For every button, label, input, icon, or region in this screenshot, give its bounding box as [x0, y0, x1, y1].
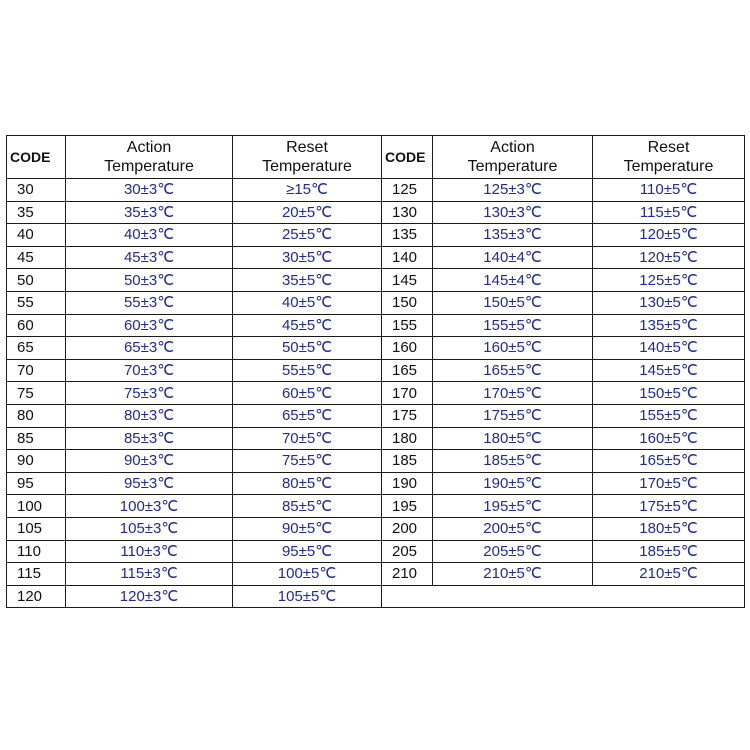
code-cell: 140 [382, 246, 433, 269]
code-cell: 80 [7, 404, 66, 427]
code-cell: 200 [382, 517, 433, 540]
code-cell: 170 [382, 382, 433, 405]
action-temperature-cell: 95±3℃ [66, 472, 233, 495]
table-row [7, 201, 745, 224]
code-cell: 65 [7, 337, 66, 360]
reset-temperature-cell: 105±5℃ [233, 585, 382, 608]
table-header-row [7, 136, 745, 179]
column-header-reset-left [233, 136, 382, 179]
table-row [7, 517, 745, 540]
code-cell: 180 [382, 427, 433, 450]
reset-temperature-cell: 110±5℃ [593, 179, 745, 202]
code-cell: 50 [7, 269, 66, 292]
code-cell: 40 [7, 224, 66, 247]
column-header-action-right [433, 136, 593, 179]
reset-temperature-cell: 120±5℃ [593, 246, 745, 269]
table-row [7, 540, 745, 563]
table-row [7, 450, 745, 473]
header-line: Reset [647, 139, 690, 156]
code-cell: 45 [7, 246, 66, 269]
empty-cell [382, 585, 745, 608]
table-row [7, 382, 745, 405]
reset-temperature-cell: 160±5℃ [593, 427, 745, 450]
reset-temperature-cell: 130±5℃ [593, 291, 745, 314]
code-cell: 195 [382, 495, 433, 518]
code-cell: 70 [7, 359, 66, 382]
action-temperature-cell: 45±3℃ [66, 246, 233, 269]
reset-temperature-cell: 210±5℃ [593, 563, 745, 586]
action-temperature-cell: 145±4℃ [433, 269, 593, 292]
code-cell: 85 [7, 427, 66, 450]
reset-temperature-cell: 165±5℃ [593, 450, 745, 473]
table-row [7, 269, 745, 292]
action-temperature-cell: 65±3℃ [66, 337, 233, 360]
reset-temperature-cell: 45±5℃ [233, 314, 382, 337]
action-temperature-cell: 35±3℃ [66, 201, 233, 224]
code-cell: 145 [382, 269, 433, 292]
reset-temperature-cell: 65±5℃ [233, 404, 382, 427]
code-cell: 110 [7, 540, 66, 563]
code-cell: 130 [382, 201, 433, 224]
action-temperature-cell: 175±5℃ [433, 404, 593, 427]
reset-temperature-cell: 185±5℃ [593, 540, 745, 563]
reset-temperature-cell: 60±5℃ [233, 382, 382, 405]
action-temperature-cell: 55±3℃ [66, 291, 233, 314]
action-temperature-cell: 75±3℃ [66, 382, 233, 405]
action-temperature-cell: 190±5℃ [433, 472, 593, 495]
action-temperature-cell: 150±5℃ [433, 291, 593, 314]
code-cell: 105 [7, 517, 66, 540]
code-cell: 160 [382, 337, 433, 360]
code-cell: 75 [7, 382, 66, 405]
table-row [7, 291, 745, 314]
code-cell: 95 [7, 472, 66, 495]
action-temperature-cell: 125±3℃ [433, 179, 593, 202]
table-row [7, 246, 745, 269]
action-temperature-cell: 140±4℃ [433, 246, 593, 269]
code-cell: 175 [382, 404, 433, 427]
table-row [7, 224, 745, 247]
action-temperature-cell: 120±3℃ [66, 585, 233, 608]
code-cell: 210 [382, 563, 433, 586]
code-cell: 135 [382, 224, 433, 247]
action-temperature-cell: 70±3℃ [66, 359, 233, 382]
table-row [7, 495, 745, 518]
action-temperature-cell: 100±3℃ [66, 495, 233, 518]
code-cell: 155 [382, 314, 433, 337]
reset-temperature-cell: 170±5℃ [593, 472, 745, 495]
header-line: Reset [286, 139, 328, 156]
reset-temperature-cell: 120±5℃ [593, 224, 745, 247]
header-line: Action [126, 139, 172, 156]
action-temperature-cell: 85±3℃ [66, 427, 233, 450]
action-temperature-cell: 205±5℃ [433, 540, 593, 563]
action-temperature-cell: 160±5℃ [433, 337, 593, 360]
reset-temperature-cell: 155±5℃ [593, 404, 745, 427]
action-temperature-cell: 155±5℃ [433, 314, 593, 337]
column-header-code-right: CODE [382, 136, 433, 179]
code-cell: 190 [382, 472, 433, 495]
code-cell: 60 [7, 314, 66, 337]
action-temperature-cell: 60±3℃ [66, 314, 233, 337]
column-header-code-left: CODE [7, 136, 66, 179]
temperature-code-table [6, 135, 745, 608]
code-cell: 150 [382, 291, 433, 314]
action-temperature-cell: 165±5℃ [433, 359, 593, 382]
reset-temperature-cell: ≥15℃ [233, 179, 382, 202]
table-row [7, 472, 745, 495]
action-temperature-cell: 50±3℃ [66, 269, 233, 292]
reset-temperature-cell: 145±5℃ [593, 359, 745, 382]
action-temperature-cell: 80±3℃ [66, 404, 233, 427]
table-row [7, 179, 745, 202]
action-temperature-cell: 40±3℃ [66, 224, 233, 247]
code-cell: 35 [7, 201, 66, 224]
action-temperature-cell: 30±3℃ [66, 179, 233, 202]
reset-temperature-cell: 180±5℃ [593, 517, 745, 540]
code-cell: 165 [382, 359, 433, 382]
reset-temperature-cell: 30±5℃ [233, 246, 382, 269]
table-row [7, 359, 745, 382]
code-cell: 100 [7, 495, 66, 518]
reset-temperature-cell: 140±5℃ [593, 337, 745, 360]
reset-temperature-cell: 80±5℃ [233, 472, 382, 495]
reset-temperature-cell: 55±5℃ [233, 359, 382, 382]
reset-temperature-cell: 95±5℃ [233, 540, 382, 563]
action-temperature-cell: 110±3℃ [66, 540, 233, 563]
action-temperature-cell: 90±3℃ [66, 450, 233, 473]
action-temperature-cell: 185±5℃ [433, 450, 593, 473]
code-cell: 55 [7, 291, 66, 314]
table-row [7, 404, 745, 427]
code-cell: 120 [7, 585, 66, 608]
reset-temperature-cell: 115±5℃ [593, 201, 745, 224]
reset-temperature-cell: 50±5℃ [233, 337, 382, 360]
action-temperature-cell: 115±3℃ [66, 563, 233, 586]
table-row [7, 585, 745, 608]
action-temperature-cell: 210±5℃ [433, 563, 593, 586]
action-temperature-cell: 170±5℃ [433, 382, 593, 405]
code-cell: 185 [382, 450, 433, 473]
table-row [7, 563, 745, 586]
header-line: Temperature [623, 158, 714, 175]
header-line: Action [490, 139, 535, 156]
table-body [7, 179, 745, 608]
code-cell: 125 [382, 179, 433, 202]
reset-temperature-cell: 75±5℃ [233, 450, 382, 473]
table-row [7, 337, 745, 360]
column-header-reset-right [593, 136, 745, 179]
reset-temperature-cell: 175±5℃ [593, 495, 745, 518]
action-temperature-cell: 105±3℃ [66, 517, 233, 540]
action-temperature-cell: 195±5℃ [433, 495, 593, 518]
code-cell: 90 [7, 450, 66, 473]
reset-temperature-cell: 70±5℃ [233, 427, 382, 450]
table-row [7, 427, 745, 450]
reset-temperature-cell: 135±5℃ [593, 314, 745, 337]
column-header-action-left [66, 136, 233, 179]
reset-temperature-cell: 20±5℃ [233, 201, 382, 224]
header-line: Temperature [104, 158, 194, 175]
reset-temperature-cell: 150±5℃ [593, 382, 745, 405]
reset-temperature-cell: 40±5℃ [233, 291, 382, 314]
code-cell: 115 [7, 563, 66, 586]
table-row [7, 314, 745, 337]
reset-temperature-cell: 35±5℃ [233, 269, 382, 292]
code-cell: 30 [7, 179, 66, 202]
header-line: Temperature [262, 158, 352, 175]
reset-temperature-cell: 125±5℃ [593, 269, 745, 292]
header-line: Temperature [467, 158, 558, 175]
code-cell: 205 [382, 540, 433, 563]
action-temperature-cell: 130±3℃ [433, 201, 593, 224]
reset-temperature-cell: 100±5℃ [233, 563, 382, 586]
reset-temperature-cell: 85±5℃ [233, 495, 382, 518]
action-temperature-cell: 135±3℃ [433, 224, 593, 247]
action-temperature-cell: 200±5℃ [433, 517, 593, 540]
action-temperature-cell: 180±5℃ [433, 427, 593, 450]
reset-temperature-cell: 90±5℃ [233, 517, 382, 540]
reset-temperature-cell: 25±5℃ [233, 224, 382, 247]
